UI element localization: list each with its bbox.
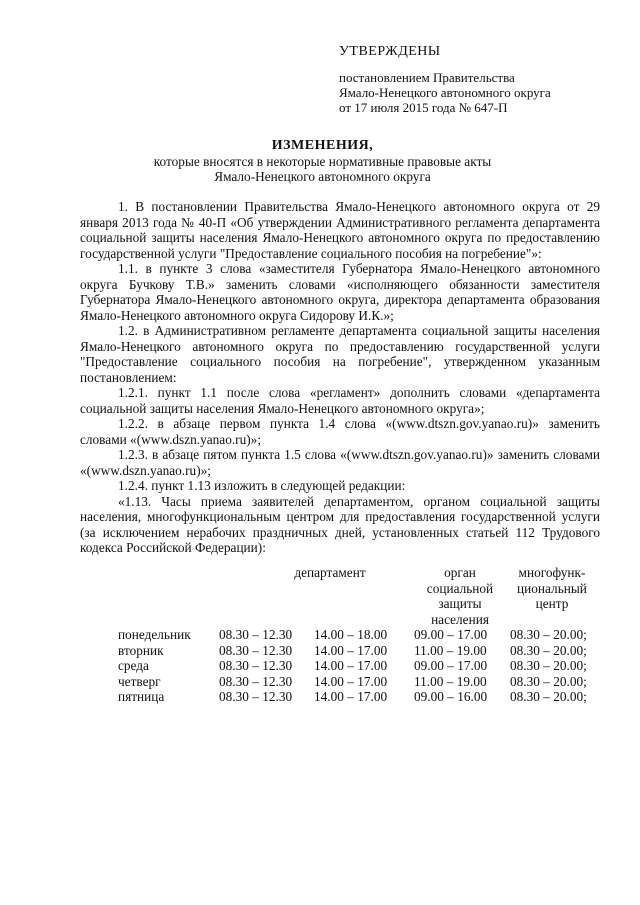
dept-morning-cell: 08.30 – 12.30	[219, 673, 293, 689]
day-cell: среда	[118, 658, 149, 673]
table-row	[80, 674, 600, 690]
header-line: многофунк-	[518, 565, 586, 580]
dept-morning-cell: 08.30 – 12.30	[219, 627, 293, 642]
header-line: населения	[431, 611, 489, 627]
paragraph: «1.13. Часы приема заявителей департаментом, органом социальной защиты населения, многофункциональным центром для предоставления государственной услуги (за исключением нерабочих праздничных дней, установленных статьей 112 Трудового кодекса Российской Федерации):	[80, 493, 600, 555]
organ-hours-cell: 11.00 – 19.00	[414, 642, 487, 658]
document-title: ИЗМЕНЕНИЯ,	[271, 138, 374, 153]
organ-hours-cell: 09.00 – 16.00	[414, 689, 488, 704]
paragraph: 1.2.2. в абзаце первом пункта 1.4 слова «(www.dtszn.gov.yanao.ru)» заменить словами «(www.dszn.yanao.ru)»;	[80, 416, 600, 447]
document-subtitle: которые вносятся в некоторые нормативные правовые акты	[153, 153, 492, 169]
schedule-header	[80, 565, 600, 627]
table-row	[80, 689, 600, 705]
schedule-body	[80, 627, 600, 705]
approval-block	[339, 44, 609, 115]
schedule-table	[80, 565, 600, 705]
header-mfc	[507, 565, 597, 612]
mfc-hours-cell: 08.30 – 20.00;	[510, 673, 587, 689]
paragraph: 1.2.4. пункт 1.13 изложить в следующей редакции:	[118, 478, 406, 493]
dept-morning-cell: 08.30 – 12.30	[219, 642, 293, 658]
table-row	[80, 643, 600, 659]
dept-afternoon-cell: 14.00 – 17.00	[314, 689, 388, 704]
paragraph: 1.2.3. в абзаце пятом пункта 1.5 слова «(www.dtszn.gov.yanao.ru)» заменить словами «(www.dszn.yanao.ru)»;	[80, 447, 600, 478]
table-row	[80, 627, 600, 643]
header-social-organ	[410, 565, 510, 627]
paragraph: 1.2.1. пункт 1.1 после слова «регламент» дополнить словами «департамента социальной защиты населения Ямало-Ненецкого автономного округа»;	[80, 385, 600, 416]
dept-afternoon-cell: 14.00 – 18.00	[314, 627, 388, 642]
mfc-hours-cell: 08.30 – 20.00;	[510, 658, 587, 673]
mfc-hours-cell: 08.30 – 20.00;	[510, 689, 587, 704]
mfc-hours-cell: 08.30 – 20.00;	[510, 627, 587, 642]
paragraph: 1. В постановлении Правительства Ямало-Ненецкого автономного округа от 29 января 2013 года № 40-П «Об утверждении Административного регламента департамента социальной защиты населения Ямало-Ненецкого автономного округа по предоставлению государственной услуги "Предоставление социального пособия на погребение"»:	[80, 199, 600, 261]
day-cell: вторник	[118, 642, 164, 658]
dept-morning-cell: 08.30 – 12.30	[219, 658, 293, 673]
header-line: социальной	[426, 580, 494, 596]
document-heading	[60, 138, 585, 185]
header-line: циональный	[517, 580, 587, 596]
header-line: центр	[535, 596, 569, 611]
document-body	[80, 199, 600, 556]
dept-morning-cell: 08.30 – 12.30	[219, 689, 293, 704]
header-line: орган	[444, 565, 476, 580]
table-row	[80, 658, 600, 674]
day-cell: четверг	[118, 673, 161, 689]
organ-hours-cell: 11.00 – 19.00	[414, 673, 487, 689]
paragraph: 1.2. в Административном регламенте департамента социальной защиты населения Ямало-Ненецкого автономного округа по предоставлению государственной услуги "Предоставление социального пособия на погребение", утвержденном указанным постановлением:	[80, 323, 600, 385]
header-line: защиты	[438, 596, 482, 611]
day-cell: понедельник	[118, 627, 191, 642]
approval-title: УТВЕРЖДЕНЫ	[339, 44, 441, 59]
organ-hours-cell: 09.00 – 17.00	[414, 658, 488, 673]
approval-line: постановлением Правительства	[339, 70, 515, 85]
organ-hours-cell: 09.00 – 17.00	[414, 627, 488, 642]
day-cell: пятница	[118, 689, 165, 704]
approval-line: от 17 июля 2015 года № 647-П	[339, 100, 508, 115]
paragraph: 1.1. в пункте 3 слова «заместителя Губернатора Ямало-Ненецкого автономного округа Бучкову Т.В.» заменить словами «исполняющего обязанности заместителя Губернатора Ямало-Ненецкого автономного округа, директора департамента образования Ямало-Ненецкого автономного округа Сидорову И.К.»;	[80, 261, 600, 323]
mfc-hours-cell: 08.30 – 20.00;	[510, 642, 587, 658]
document-subtitle: Ямало-Ненецкого автономного округа	[214, 169, 431, 185]
dept-afternoon-cell: 14.00 – 17.00	[314, 673, 388, 689]
dept-afternoon-cell: 14.00 – 17.00	[314, 658, 388, 673]
header-department: департамент	[294, 565, 366, 580]
dept-afternoon-cell: 14.00 – 17.00	[314, 642, 388, 658]
approval-line: Ямало-Ненецкого автономного округа	[339, 85, 551, 100]
